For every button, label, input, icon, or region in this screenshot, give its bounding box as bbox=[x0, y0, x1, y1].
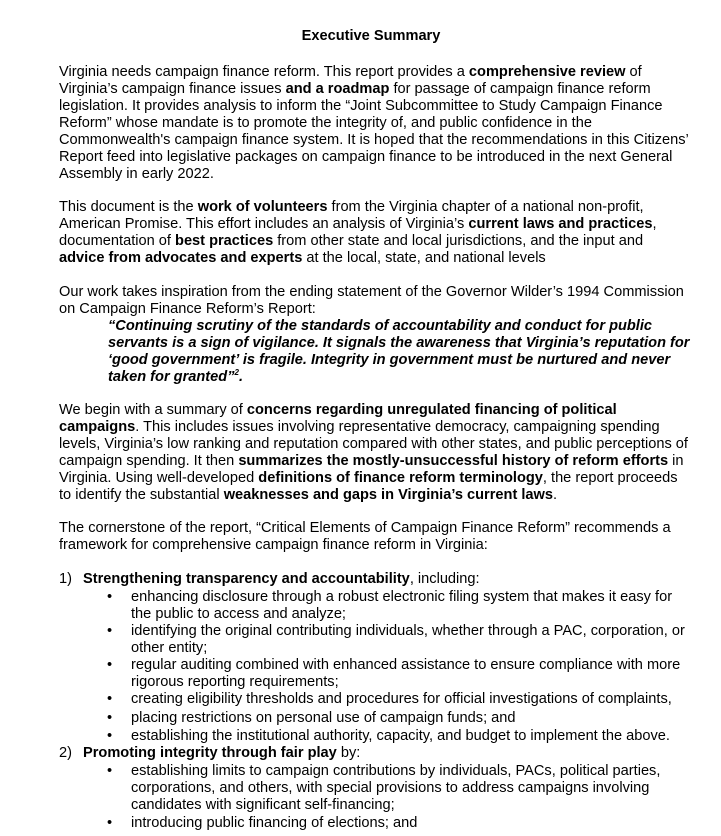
text-run: . bbox=[238, 369, 244, 385]
bullet-icon: • bbox=[107, 763, 113, 779]
bullet-text: placing restrictions on personal use of campaign funds; and bbox=[131, 710, 516, 726]
text-run: , including: bbox=[409, 571, 480, 587]
list-item-text bbox=[83, 745, 683, 762]
bold-text: summarizes the mostly-unsuccessful history of reform efforts bbox=[238, 453, 669, 469]
bullet-icon: • bbox=[107, 623, 113, 639]
text-run: from the Virginia chapter of a national non-profit, American Promise. This effort includes an analysis of Virginia’s bbox=[59, 199, 644, 232]
bullet-text: establishing limits to campaign contributions by individuals, PACs, political parties, corporations, and others, with special provisions to address campaigns involving candidates with significant self-financing; bbox=[131, 763, 661, 813]
bold-text: concerns regarding unregulated financing of political campaigns bbox=[59, 402, 617, 435]
bullet-icon: • bbox=[107, 728, 113, 744]
text-run: in Virginia. Using well-developed bbox=[59, 453, 684, 486]
paragraph-summary bbox=[59, 402, 691, 504]
bold-text: and a roadmap bbox=[285, 81, 390, 97]
text-run: for passage of campaign finance reform legislation. It provides analysis to inform the “Joint Subcommittee to Study Campaign Finance Reform” whose mandate is to promote the integrity of, and public confidence in the Commonwealth's campaign finance system. It is hoped that the recommendations in this Citizens’ Report feed into legislative packages on campaign finance to be introduced in the next General Assembly in early 2022. bbox=[59, 81, 689, 182]
bullet-text: establishing the institutional authority, capacity, and budget to implement the above. bbox=[131, 728, 670, 744]
paragraph-intro bbox=[59, 64, 691, 183]
footnote-marker: 2 bbox=[234, 368, 239, 378]
bullet-text: identifying the original contributing individuals, whether through a PAC, corporation, or other entity; bbox=[131, 623, 685, 656]
quote-text: “Continuing scrutiny of the standards of accountability and conduct for public servants is a sign of vigilance. It signals the awareness that Virginia’s reputation for ‘good government’ is fragile. Integrity in government must be nurtured and never taken for granted” bbox=[108, 318, 690, 385]
paragraph-inspiration: Our work takes inspiration from the ending statement of the Governor Wilder’s 1994 Commission on Campaign Finance Reform’s Report: bbox=[59, 284, 684, 317]
list-number: 2) bbox=[59, 745, 72, 761]
paragraph-cornerstone: The cornerstone of the report, “Critical Elements of Campaign Finance Reform” recommends a framework for comprehensive campaign finance reform in Virginia: bbox=[59, 520, 671, 553]
text-run: by: bbox=[336, 745, 361, 761]
paragraph-volunteers bbox=[59, 199, 691, 267]
bold-text: advice from advocates and experts bbox=[59, 250, 303, 266]
text-run: from other state and local jurisdictions, and the input and bbox=[273, 233, 644, 249]
block-quote bbox=[108, 318, 698, 386]
bold-text: best practices bbox=[175, 233, 274, 249]
list-item-text bbox=[83, 571, 683, 588]
bold-text: definitions of finance reform terminology bbox=[258, 470, 543, 486]
text-run: Virginia needs campaign finance reform. This report provides a bbox=[59, 64, 469, 80]
bullet-icon: • bbox=[107, 815, 113, 831]
bold-text: weaknesses and gaps in Virginia’s current laws bbox=[223, 487, 553, 503]
bullet-icon: • bbox=[107, 589, 113, 605]
bold-text: work of volunteers bbox=[197, 199, 328, 215]
text-run: This document is the bbox=[59, 199, 198, 215]
text-run: of Virginia’s campaign finance issues bbox=[59, 64, 642, 97]
bold-text: Strengthening transparency and accountability bbox=[83, 571, 410, 587]
text-run: , the report proceeds to identify the substantial bbox=[59, 470, 678, 503]
bullet-text: creating eligibility thresholds and procedures for official investigations of complaints, bbox=[131, 691, 672, 707]
bold-text: current laws and practices bbox=[468, 216, 653, 232]
text-run: , documentation of bbox=[59, 216, 657, 249]
bullet-text: introducing public financing of elections; and bbox=[131, 815, 418, 831]
text-run: . bbox=[553, 487, 558, 503]
text-run: We begin with a summary of bbox=[59, 402, 247, 418]
text-run: . This includes issues involving representative democracy, campaigning spending levels, Virginia’s low ranking and reputation compared with other states, and public perceptions of campaign spending. It then bbox=[59, 419, 688, 469]
bullet-icon: • bbox=[107, 710, 113, 726]
page-title: Executive Summary bbox=[301, 28, 441, 44]
bold-text: comprehensive review bbox=[468, 64, 626, 80]
bullet-text: regular auditing combined with enhanced assistance to ensure compliance with more rigorous reporting requirements; bbox=[131, 657, 681, 690]
list-number: 1) bbox=[59, 571, 72, 587]
bullet-icon: • bbox=[107, 691, 113, 707]
text-run: at the local, state, and national levels bbox=[302, 250, 546, 266]
bold-text: Promoting integrity through fair play bbox=[83, 745, 337, 761]
bullet-icon: • bbox=[107, 657, 113, 673]
bullet-text: enhancing disclosure through a robust electronic filing system that makes it easy for the public to access and analyze; bbox=[131, 589, 673, 622]
